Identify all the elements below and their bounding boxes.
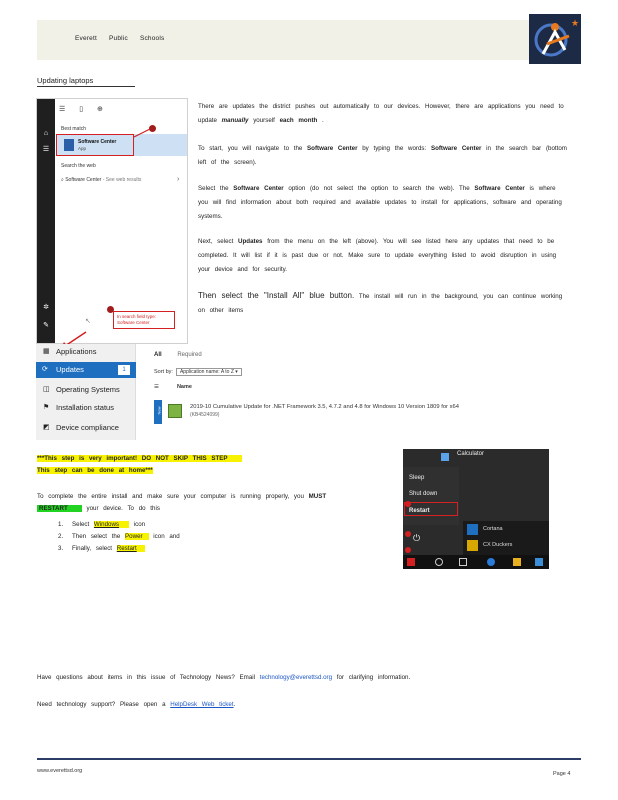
important-note <box>37 453 242 477</box>
new-label: New <box>156 406 162 415</box>
text-emphasis: Software Center <box>474 185 525 192</box>
text: Select <box>72 521 94 528</box>
text: option (do not select the option to search the web). The <box>283 185 475 192</box>
section-title: Updating laptops <box>37 76 94 85</box>
marker-dot <box>405 501 411 507</box>
search-circle-icon[interactable] <box>435 558 443 566</box>
search-icon: ⌕ <box>61 177 66 183</box>
nav-updates[interactable] <box>36 362 136 378</box>
sleep-option[interactable]: Sleep <box>409 475 425 481</box>
marker-dot <box>405 531 411 537</box>
software-center-nav <box>36 344 136 440</box>
text-emphasis: Software Center <box>307 145 358 152</box>
menu-icon: ☰ <box>42 146 50 153</box>
text: The install will run in the background, you can continue working on other items <box>198 293 563 314</box>
paragraph-2 <box>198 142 570 170</box>
text: Need technology support? Please open a <box>37 701 171 708</box>
text: your device. To do this <box>81 505 160 512</box>
text-emphasis: MUST <box>308 493 327 500</box>
nav-label: Updates <box>56 365 84 374</box>
highlight-box <box>56 134 134 156</box>
web-query: Software Center <box>65 177 102 183</box>
power-options-menu <box>403 467 459 525</box>
helpdesk-link[interactable]: HelpDesk Web ticket <box>170 701 234 708</box>
district-name <box>75 35 174 42</box>
questions-line <box>37 674 410 681</box>
name-column-header[interactable] <box>154 384 192 390</box>
start-rail <box>37 99 55 343</box>
restart-highlight-box <box>404 502 458 516</box>
settings-icon: ✲ <box>43 304 49 311</box>
store-icon[interactable] <box>535 558 543 566</box>
text: by typing the words: <box>357 145 431 152</box>
sort-label: Sort by: <box>154 369 173 375</box>
text-large: Then select the "Install All" blue button. <box>198 291 355 300</box>
title-underline <box>37 86 135 87</box>
nav-applications[interactable] <box>42 344 134 360</box>
tab-required[interactable]: Required <box>177 352 202 358</box>
select-all-icon: ☰ <box>154 384 159 390</box>
text: icon and <box>148 533 180 540</box>
tab-all[interactable]: All <box>154 352 162 358</box>
paragraph-1 <box>198 100 570 128</box>
edge-icon[interactable] <box>487 558 495 566</box>
paragraph-4 <box>198 235 570 277</box>
restart-paragraph <box>37 491 347 515</box>
text: icon <box>129 521 146 528</box>
text: in the search bar (bottom left of the screen). <box>198 145 567 166</box>
paragraph-3 <box>198 182 570 224</box>
column-label: Name <box>176 384 192 390</box>
text: Have questions about items in this issue of Technology News? Email <box>37 674 260 681</box>
note-line: ***This step is very important! DO NOT SKIP THIS STEP <box>37 455 242 462</box>
step-item <box>58 531 180 543</box>
arrow-line <box>132 127 152 139</box>
footer-rule <box>37 758 581 760</box>
apps-icon: ▦ <box>43 348 50 355</box>
os-icon: ◫ <box>43 386 50 393</box>
app-label: CX Duckers <box>483 542 513 548</box>
step-number: 2. <box>58 533 64 540</box>
document-icon: ▯ <box>79 106 84 113</box>
footer-website[interactable]: www.everettsd.org <box>37 768 83 774</box>
app-tile-icon <box>467 540 478 551</box>
district-logo <box>529 14 581 64</box>
calculator-tile-icon <box>441 453 449 461</box>
cortana-label: Cortana <box>483 526 503 532</box>
nav-label: Operating Systems <box>56 385 120 394</box>
text-emphasis: Software Center <box>430 145 482 152</box>
web-heading: Search the web <box>61 163 96 169</box>
text: is where you will find information about both required and available updates to install for applications, software and operating systems. <box>198 185 562 220</box>
windows-icon[interactable] <box>407 558 415 566</box>
svg-text:★: ★ <box>571 19 580 29</box>
shield-icon: ◩ <box>43 424 50 431</box>
result-title: Software Center <box>78 139 117 145</box>
nav-installation-status[interactable] <box>42 400 134 416</box>
taskbar <box>403 555 549 569</box>
marker-dot <box>405 547 411 553</box>
software-center-screenshot <box>36 344 459 440</box>
step-item <box>58 543 180 555</box>
text: Then select the <box>72 533 126 540</box>
helpdesk-line <box>37 701 235 708</box>
text-emphasis: manually <box>221 117 249 124</box>
text: yourself <box>248 117 280 124</box>
text-emphasis: Software Center <box>233 185 284 192</box>
text: . <box>317 117 324 124</box>
web-suffix: - See web results <box>102 177 142 183</box>
update-row[interactable] <box>154 400 459 424</box>
text-emphasis: Updates <box>238 238 263 245</box>
district-word: Everett <box>75 35 97 42</box>
cursor-icon: ↖ <box>85 318 91 325</box>
search-callout: In search field type: Software Center <box>113 311 175 329</box>
page-number: Page 4 <box>553 771 571 777</box>
text: Next, select <box>198 238 239 245</box>
start-top-icons <box>59 105 115 113</box>
new-ribbon <box>154 400 162 424</box>
refresh-icon: ⟳ <box>42 366 48 373</box>
nav-operating-systems[interactable] <box>42 382 134 398</box>
software-center-tabs <box>154 352 216 358</box>
web-icon: ⊕ <box>97 106 103 113</box>
best-match-heading: Best match <box>61 126 87 132</box>
text-emphasis: each month <box>279 117 318 124</box>
text: To complete the entire install and make sure your computer is running properly, you <box>37 493 309 500</box>
nav-device-compliance[interactable] <box>42 420 134 436</box>
web-search-row[interactable] <box>61 177 141 183</box>
note-line: This step can be done at home*** <box>37 467 153 474</box>
nav-label: Installation status <box>56 403 114 412</box>
start-menu-screenshot <box>36 98 188 344</box>
restart-steps <box>58 519 180 555</box>
text: Select the <box>198 185 234 192</box>
paragraph-5 <box>198 289 570 318</box>
nav-label: Applications <box>56 347 97 356</box>
step-highlight: Power <box>125 533 149 540</box>
step-highlight: Windows <box>94 521 129 528</box>
text: for clarifying information. <box>332 674 411 681</box>
result-subtitle: App <box>78 146 87 151</box>
sort-dropdown[interactable]: Application name: A to Z ▾ <box>176 368 242 376</box>
chevron-right-icon: › <box>177 176 180 183</box>
update-kb: (KB4524099) <box>190 412 220 418</box>
all-icon: ☰ <box>59 106 66 113</box>
pen-icon: ✎ <box>43 322 49 329</box>
update-package-icon <box>168 404 182 418</box>
text: from the menu on the left (above). You will see listed here any updates that need to be completed. It will list if it is past due or not. Make sure to update everything listed to avoid disruption in using your device and for security. <box>198 238 557 273</box>
step-number: 3. <box>58 545 64 552</box>
cortana-icon <box>467 524 478 535</box>
district-word: Public <box>109 35 128 42</box>
restart-option[interactable]: Restart <box>409 508 430 514</box>
sort-value: Application name: A to Z <box>179 369 234 375</box>
restart-highlight: RESTART <box>37 505 82 512</box>
start-tiles <box>463 521 549 555</box>
file-explorer-icon[interactable] <box>513 558 521 566</box>
power-menu-screenshot <box>403 449 549 569</box>
text: To start, you will navigate to the <box>198 145 308 152</box>
step-item <box>58 519 180 531</box>
task-view-icon[interactable] <box>459 558 467 566</box>
step-highlight: Restart <box>117 545 145 552</box>
text: Finally, select <box>72 545 117 552</box>
email-link[interactable]: technology@everettsd.org <box>259 674 333 681</box>
update-title: 2019-10 Cumulative Update for .NET Framework 3.5, 4.7.2 and 4.8 for Windows 10 Version 1809 for x64 <box>190 404 459 410</box>
sort-control <box>154 368 242 376</box>
flag-icon: ⚑ <box>43 404 50 411</box>
nav-label: Device compliance <box>56 423 119 432</box>
calculator-item: Calculator <box>457 451 485 457</box>
step-number: 1. <box>58 521 64 528</box>
updates-count-badge: 1 <box>118 365 130 375</box>
shut-down-option[interactable]: Shut down <box>409 491 438 497</box>
district-word: Schools <box>139 35 165 42</box>
text: There are updates the district pushes out automatically to our devices. However, there are applications you need to update <box>198 103 564 124</box>
text: . <box>233 701 236 708</box>
home-icon: ⌂ <box>43 130 49 137</box>
power-icon[interactable]: ⏻ <box>413 533 421 543</box>
